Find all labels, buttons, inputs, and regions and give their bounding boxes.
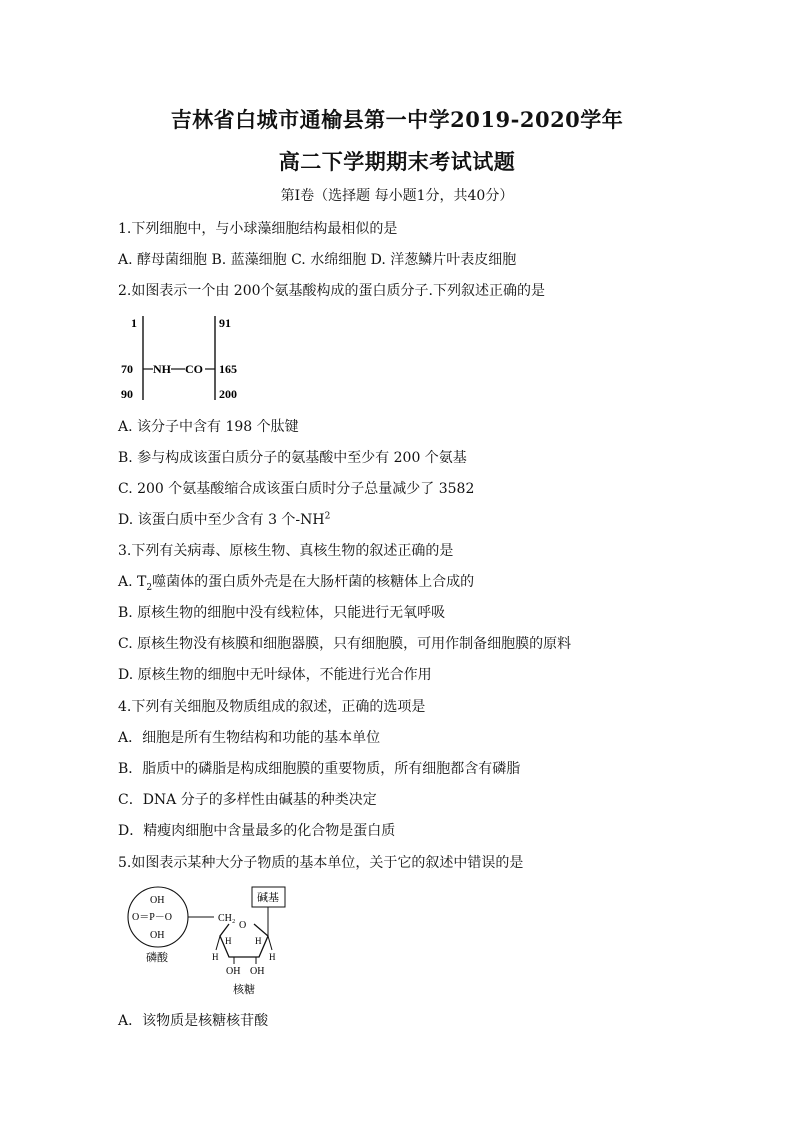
q2-option-d-text: D. 该蛋白质中至少含有 3 个-NH bbox=[118, 512, 325, 528]
diagram-label-91: 91 bbox=[219, 316, 231, 330]
q2-option-a: A. 该分子中含有 198 个肽键 bbox=[118, 419, 299, 435]
diagram-label-200: 200 bbox=[219, 387, 237, 401]
diagram-label-165: 165 bbox=[219, 362, 237, 376]
diagram-label-1: 1 bbox=[131, 316, 137, 330]
exam-title-line1: 吉林省白城市通榆县第一中学2019-2020学年 bbox=[170, 107, 624, 132]
q3-option-d: D. 原核生物的细胞中无叶绿体，不能进行光合作用 bbox=[118, 667, 432, 683]
q2-option-c: C. 200 个氨基酸缩合成该蛋白质时分子总量减少了 3582 bbox=[118, 481, 475, 497]
ribose-oh-left: OH bbox=[226, 966, 241, 977]
q2-option-d-superscript: 2 bbox=[324, 511, 331, 522]
q5-nucleotide-diagram bbox=[118, 884, 288, 1002]
bond-co-label: CO bbox=[185, 362, 203, 376]
diagram-label-90: 90 bbox=[121, 387, 133, 401]
q3-option-a-subscript: 2 bbox=[146, 582, 153, 593]
q2-protein-diagram bbox=[115, 312, 255, 404]
q3-option-a-text: 噬菌体的蛋白质外壳是在大肠杆菌的核糖体上合成的 bbox=[152, 574, 475, 590]
q3-stem: 3.下列有关病毒、原核生物、真核生物的叙述正确的是 bbox=[118, 543, 454, 559]
ribose-oh-right: OH bbox=[250, 966, 265, 977]
phosphate-oh-bottom: OH bbox=[150, 930, 165, 941]
ring-h-bottom-left: H bbox=[212, 952, 219, 962]
section-heading: 第Ⅰ卷（选择题 每小题1分，共40分） bbox=[280, 188, 514, 204]
q1-stem: 1.下列细胞中，与小球藻细胞结构最相似的是 bbox=[118, 221, 398, 237]
q3-option-a-prefix: A. T bbox=[118, 574, 147, 590]
ring-oxygen: O bbox=[239, 920, 247, 931]
ring-h-bottom-right: H bbox=[269, 952, 276, 962]
base-label: 碱基 bbox=[257, 892, 279, 904]
q4-stem: 4.下列有关细胞及物质组成的叙述，正确的选项是 bbox=[118, 699, 426, 715]
phosphate-core: O＝P－O bbox=[132, 912, 173, 923]
q4-option-d: D．精瘦肉细胞中含量最多的化合物是蛋白质 bbox=[118, 823, 396, 839]
ribose-label: 核糖 bbox=[233, 984, 255, 996]
phosphate-oh-top: OH bbox=[150, 895, 165, 906]
ring-h-left: H bbox=[225, 936, 232, 946]
q3-option-c: C. 原核生物没有核膜和细胞器膜，只有细胞膜，可用作制备细胞膜的原料 bbox=[118, 636, 572, 652]
q1-options: A. 酵母菌细胞 B. 蓝藻细胞 C. 水绵细胞 D. 洋葱鳞片叶表皮细胞 bbox=[118, 252, 517, 268]
ch2-group: CH₂ bbox=[218, 913, 236, 924]
q2-option-d bbox=[118, 509, 330, 529]
q3-option-a bbox=[118, 571, 474, 593]
q2-option-b: B. 参与构成该蛋白质分子的氨基酸中至少有 200 个氨基 bbox=[118, 450, 467, 466]
q4-option-a: A．细胞是所有生物结构和功能的基本单位 bbox=[118, 730, 381, 746]
ring-h-right: H bbox=[255, 936, 262, 946]
q4-option-c: C．DNA 分子的多样性由碱基的种类决定 bbox=[118, 792, 377, 808]
q5-stem: 5.如图表示某种大分子物质的基本单位，关于它的叙述中错误的是 bbox=[118, 855, 524, 871]
exam-title-line2: 高二下学期期末考试试题 bbox=[278, 149, 516, 174]
bond-nh-label: NH bbox=[153, 362, 171, 376]
q3-option-b: B. 原核生物的细胞中没有线粒体，只能进行无氧呼吸 bbox=[118, 605, 446, 621]
q2-stem: 2.如图表示一个由 200个氨基酸构成的蛋白质分子.下列叙述正确的是 bbox=[118, 283, 545, 299]
phosphate-label: 磷酸 bbox=[146, 952, 168, 964]
q4-option-b: B．脂质中的磷脂是构成细胞膜的重要物质，所有细胞都含有磷脂 bbox=[118, 761, 521, 777]
q5-option-a: A．该物质是核糖核苷酸 bbox=[118, 1013, 269, 1029]
diagram-label-70: 70 bbox=[121, 362, 133, 376]
